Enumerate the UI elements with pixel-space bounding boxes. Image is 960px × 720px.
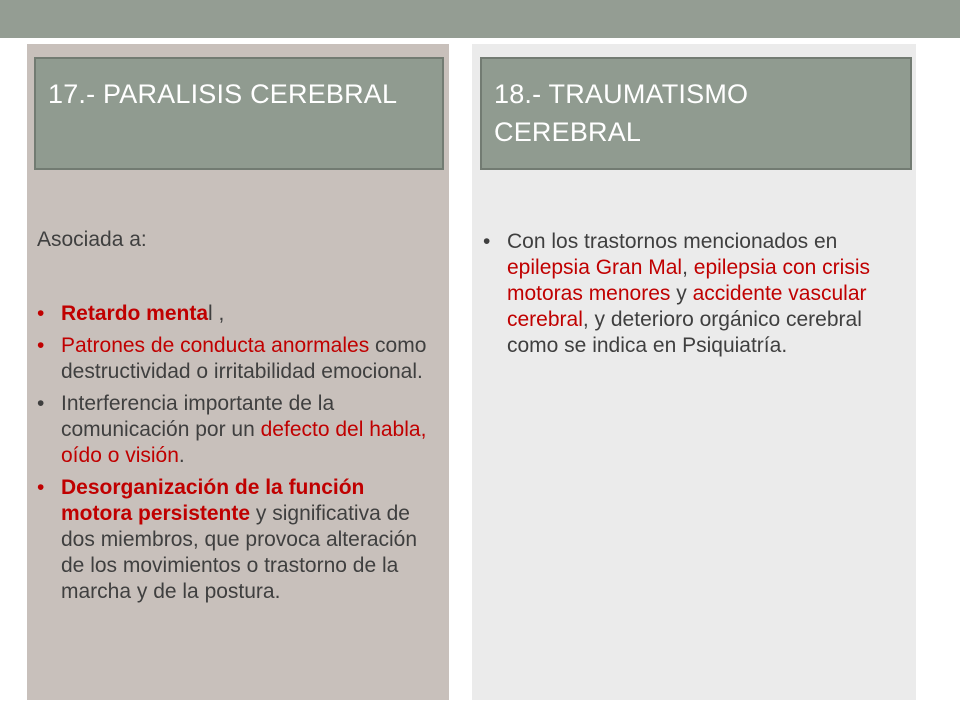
- left-bullet-list: [37, 301, 437, 605]
- plain-text: como destructividad o irritabilidad emocional.: [61, 334, 427, 383]
- highlight-text: epilepsia con crisis motoras menores: [507, 256, 871, 305]
- plain-text: y significativa de dos miembros, que provoca alteración de los movimientos o trastorno de la marcha y de la postura.: [61, 502, 418, 603]
- list-item: [37, 475, 437, 605]
- plain-text: .: [178, 444, 185, 467]
- bullet-icon: •: [37, 392, 45, 415]
- list-item: [37, 391, 437, 469]
- plain-text: , y deterioro orgánico cerebral como se indica en Psiquiatría.: [507, 308, 862, 357]
- bullet-icon: •: [37, 476, 45, 499]
- intro-text: Asociada a:: [37, 228, 147, 251]
- highlight-text: Desorganización de la función motora persistente: [61, 476, 365, 525]
- left-header: [34, 57, 444, 170]
- plain-text: Interferencia importante de la comunicación por un: [61, 392, 335, 441]
- plain-text: y: [670, 282, 693, 305]
- top-bar: [0, 0, 960, 38]
- left-title: 17.- PARALISIS CEREBRAL: [48, 79, 398, 109]
- right-header: [480, 57, 912, 170]
- list-item: [37, 333, 437, 385]
- highlight-text: Retardo menta: [61, 302, 209, 325]
- list-item: [483, 229, 903, 359]
- highlight-text: Patrones de conducta anormales: [61, 334, 370, 357]
- right-content: [483, 229, 903, 365]
- plain-text: ,: [682, 256, 694, 279]
- right-bullet-list: [483, 229, 903, 359]
- highlight-text: accidente vascular cerebral: [507, 282, 867, 331]
- plain-text: Con los trastornos mencionados en: [507, 230, 838, 253]
- right-title: 18.- TRAUMATISMO CEREBRAL: [494, 79, 749, 147]
- plain-text: l ,: [208, 302, 225, 325]
- left-content: [37, 227, 437, 611]
- highlight-text: epilepsia Gran Mal: [507, 256, 683, 279]
- list-item: [37, 301, 437, 327]
- bullet-icon: •: [483, 230, 491, 253]
- bullet-icon: •: [37, 302, 45, 325]
- bullet-icon: •: [37, 334, 45, 357]
- highlight-text: defecto del habla, oído o visión: [61, 418, 427, 467]
